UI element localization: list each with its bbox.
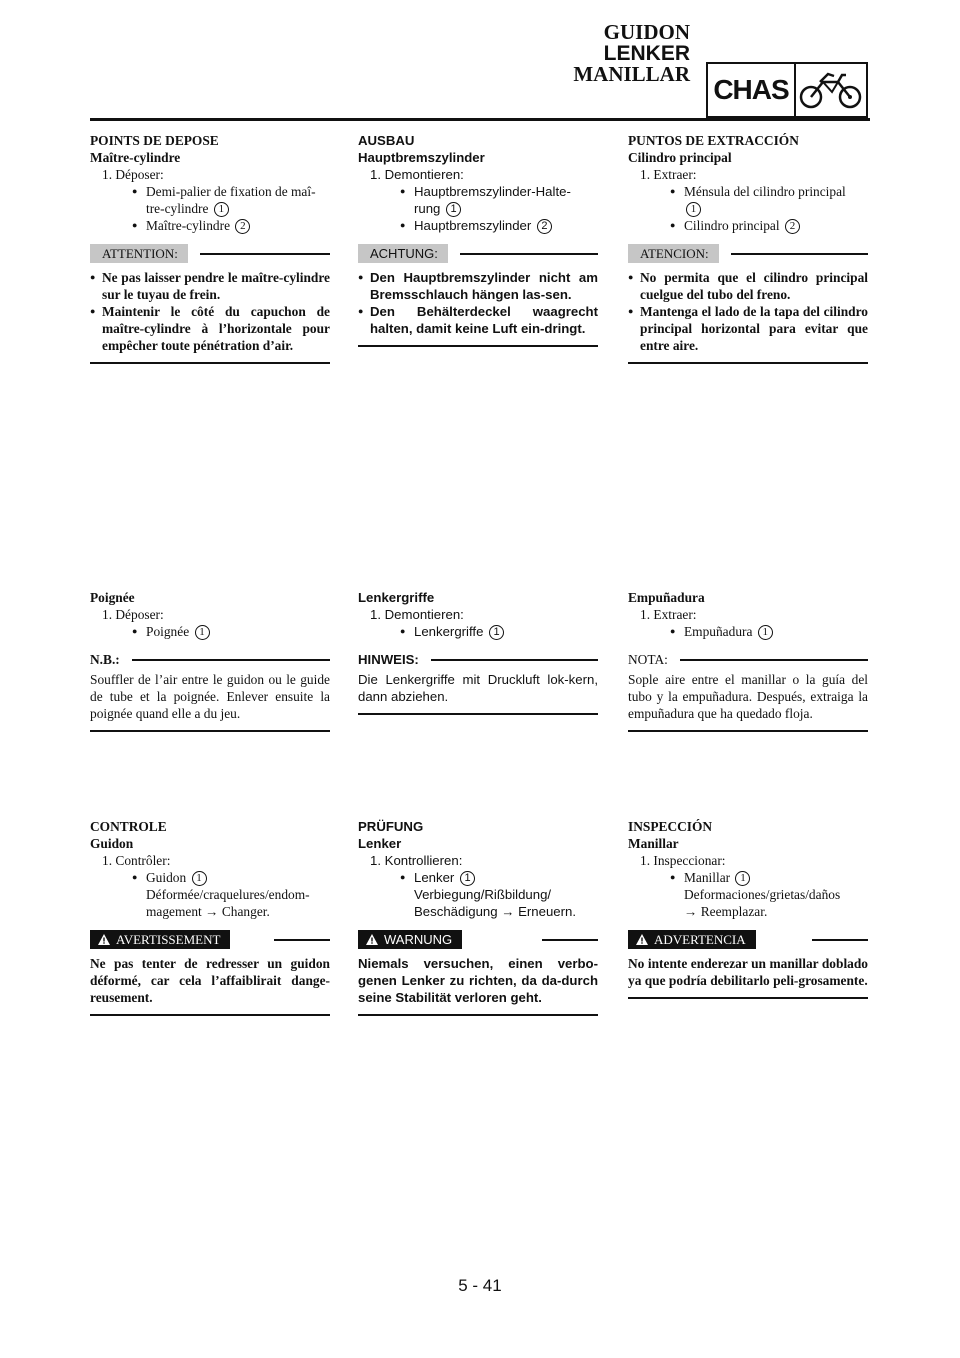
es-removal-section: PUNTOS DE EXTRACCIÓN Cilindro principal 1. Extraer: ● Ménsula del cilindro principal 1 ● Cilindro principal 2 ATENCION: ● No permita que el cilindro principal cuelgue del tubo del freno. ● Mantenga el lado de la tapa del cilindro principal horizontal para evitar que entre aire.: [628, 132, 868, 364]
page-header-titles: [573, 22, 690, 85]
de-warning-label: WARNUNG: [384, 932, 453, 947]
de-check-heading: PRÜFUNG: [358, 819, 424, 834]
fr-check-detail2: magement → Changer.: [146, 904, 270, 919]
es-warning-text: No intente enderezar un manillar doblado ya que podría debilitarlo peli-grosamente.: [628, 956, 868, 988]
es-note-text: Sople aire entre el manillar o la guía del tubo y la empuñadura. Después, extraiga la empuñadura que ha quedado floja.: [628, 672, 868, 721]
de-caution: [358, 244, 598, 347]
fr-caution: [90, 244, 330, 364]
es-check-step: 1. Inspeccionar:: [640, 853, 726, 868]
es-warning: [628, 930, 868, 999]
es-caution-item2: ● Mantenga el lado de la tapa del cilindro principal horizontal para evitar que entre aire.: [628, 303, 868, 354]
warning-icon: [636, 934, 648, 945]
de-master-cyl-heading: Hauptbremszylinder: [358, 150, 485, 165]
fr-removal-section: POINTS DE DEPOSE Maître-cylindre 1. Déposer: ● Demi-palier de fixation de maî- tre-cylindre 1 ● Maître-cylindre 2 ATTENTION: ● Ne pas laisser pendre le maître-cylindre sur le tuyau de frein. ● Maintenir le côté du capuchon de maître-cylindre à l’horizontale pour empêcher toute pénétration d’air.: [90, 132, 330, 364]
fr-check-detail1: Déformée/craquelures/endom-: [146, 887, 310, 902]
es-check-heading: INSPECCIÓN: [628, 819, 713, 834]
section-badge: [706, 62, 868, 118]
page-number: 5 - 41: [458, 1276, 502, 1295]
fr-step1: 1. Déposer:: [102, 167, 164, 182]
es-check-section: [628, 818, 868, 999]
fr-check-step: 1. Contrôler:: [102, 853, 171, 868]
de-grip-step: 1. Demontieren:: [370, 607, 464, 622]
de-handlebar-heading: Lenker: [358, 836, 402, 851]
es-check-item: ● Manillar 1: [628, 869, 868, 886]
fr-handlebar-heading: Guidon: [90, 836, 134, 851]
es-removal-heading: PUNTOS DE EXTRACCIÓN: [628, 133, 799, 148]
es-caution-label: ATENCION:: [628, 244, 719, 263]
es-grip-heading: Empuñadura: [628, 590, 705, 605]
de-grip-section: [358, 589, 598, 715]
fr-removal-heading: POINTS DE DEPOSE: [90, 133, 219, 148]
fr-caution-label: ATTENTION:: [90, 244, 188, 263]
title-de: LENKER: [603, 42, 690, 65]
section-code: CHAS: [708, 64, 796, 116]
de-caution-item1: ● Den Hauptbremszylinder nicht am Bremsschlauch hängen las-sen.: [358, 269, 598, 303]
fr-mc-item1: ● Demi-palier de fixation de maî-: [90, 183, 330, 200]
es-grip-section: [628, 589, 868, 732]
es-note: [628, 650, 868, 732]
fr-grip-item: ● Poignée 1: [90, 623, 330, 640]
fr-grip-step: 1. Déposer:: [102, 607, 164, 622]
es-check-detail1: Deformaciones/grietas/daños: [684, 887, 841, 902]
fr-check-heading: CONTROLE: [90, 819, 167, 834]
header-rule: [90, 118, 870, 121]
es-master-cyl-heading: Cilindro principal: [628, 150, 732, 165]
fr-master-cyl-heading: Maître-cylindre: [90, 150, 181, 165]
fr-grip-section: [90, 589, 330, 732]
fr-note-label: N.B.:: [90, 652, 120, 667]
fr-note-text: Souffler de l’air entre le guidon ou le guide de tube et la poignée. Enlever ensuite la poignée quand elle a du jeu.: [90, 672, 330, 721]
fr-warning: [90, 930, 330, 1016]
es-caution: [628, 244, 868, 364]
de-caution-item2: ● Den Behälterdeckel waagrecht halten, damit keine Luft ein-dringt.: [358, 303, 598, 337]
motorcycle-icon: [796, 64, 866, 116]
fr-check-item: ● Guidon 1: [90, 869, 330, 886]
fr-mc-item2: ● Maître-cylindre 2: [90, 217, 330, 234]
de-note-text: Die Lenkergriffe mit Druckluft lok-kern, dann abziehen.: [358, 672, 598, 704]
title-es: MANILLAR: [573, 62, 690, 86]
es-note-label: NOTA:: [628, 652, 668, 667]
de-warning: [358, 930, 598, 1016]
fr-warning-label: AVERTISSEMENT: [116, 932, 221, 947]
fr-grip-heading: Poignée: [90, 590, 135, 605]
de-caution-label: ACHTUNG:: [358, 244, 448, 263]
de-removal-heading: AUSBAU: [358, 133, 415, 148]
de-check-step: 1. Kontrollieren:: [370, 853, 463, 868]
es-handlebar-heading: Manillar: [628, 836, 679, 851]
de-note: [358, 650, 598, 715]
de-check-item: ● Lenker 1: [358, 869, 598, 886]
fr-note: [90, 650, 330, 732]
de-warning-text: Niemals versuchen, einen verbo-genen Lenker zu richten, da da-durch seine Stabilität verloren geht.: [358, 956, 598, 1005]
es-grip-step: 1. Extraer:: [640, 607, 697, 622]
de-removal-section: AUSBAU Hauptbremszylinder 1. Demontieren: ● Hauptbremszylinder-Halte- rung 1 ● Hauptbremszylinder 2 ACHTUNG: ● Den Hauptbremszylinder nicht am Bremsschlauch hängen las-sen. ● Den Behälterdeckel waagrecht halten, damit keine Luft ein-dringt.: [358, 132, 598, 347]
es-check-detail2: → Reemplazar.: [684, 904, 768, 919]
es-warning-label: ADVERTENCIA: [654, 932, 746, 947]
de-mc-item1: ● Hauptbremszylinder-Halte-: [358, 183, 598, 200]
de-check-detail2: Beschädigung → Erneuern.: [414, 904, 577, 919]
de-grip-item: ● Lenkergriffe 1: [358, 623, 598, 640]
fr-caution-item2: ● Maintenir le côté du capuchon de maître-cylindre à l’horizontale pour empêcher toute pénétration d’air.: [90, 303, 330, 354]
es-caution-item1: ● No permita que el cilindro principal cuelgue del tubo del freno.: [628, 269, 868, 303]
es-step1: 1. Extraer:: [640, 167, 697, 182]
fr-check-section: [90, 818, 330, 1016]
es-mc-item2: ● Cilindro principal 2: [628, 217, 868, 234]
de-step1: 1. Demontieren:: [370, 167, 464, 182]
es-grip-item: ● Empuñadura 1: [628, 623, 868, 640]
warning-icon: [98, 934, 110, 945]
title-fr: GUIDON: [603, 20, 690, 44]
de-grip-heading: Lenkergriffe: [358, 590, 435, 605]
fr-caution-item1: ● Ne pas laisser pendre le maître-cylindre sur le tuyau de frein.: [90, 269, 330, 303]
es-mc-item1: ● Ménsula del cilindro principal: [628, 183, 868, 200]
fr-warning-text: Ne pas tenter de redresser un guidon déformé, car cela l’affaiblirait dange-reusement.: [90, 956, 330, 1005]
de-mc-item2: ● Hauptbremszylinder 2: [358, 217, 598, 234]
de-note-label: HINWEIS:: [358, 652, 419, 667]
de-check-section: [358, 818, 598, 1016]
de-check-detail1: Verbiegung/Rißbildung/: [414, 887, 552, 902]
warning-icon: [366, 934, 378, 945]
